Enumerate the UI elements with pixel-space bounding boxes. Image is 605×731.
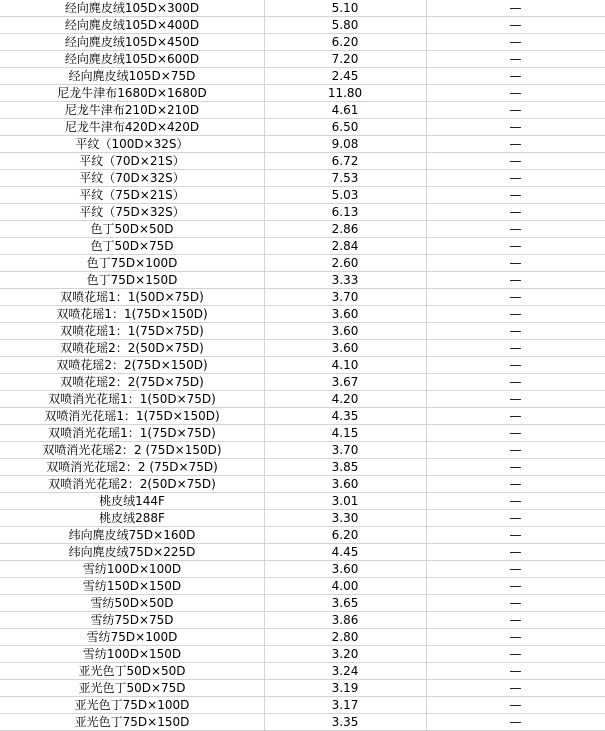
- cell-dash[interactable]: —: [509, 477, 522, 491]
- table-row[interactable]: [0, 663, 605, 680]
- cell-dash[interactable]: —: [509, 18, 522, 32]
- cell-price[interactable]: 2.84: [331, 239, 359, 253]
- table-row[interactable]: [0, 306, 605, 323]
- cell-price[interactable]: 6.13: [331, 205, 359, 219]
- cell-price[interactable]: 3.60: [331, 341, 359, 355]
- cell-dash[interactable]: —: [509, 528, 522, 542]
- cell-dash[interactable]: —: [509, 409, 522, 423]
- cell-name[interactable]: 平纹（70D×21S）: [79, 154, 185, 168]
- table-row[interactable]: [0, 0, 605, 17]
- cell-price[interactable]: 4.45: [331, 545, 359, 559]
- table-row[interactable]: [0, 510, 605, 527]
- table-row[interactable]: [0, 170, 605, 187]
- cell-name[interactable]: 纬向麂皮绒75D×225D: [68, 545, 196, 559]
- cell-name[interactable]: 双喷消光花瑶1：1(75D×150D): [44, 409, 220, 423]
- cell-name[interactable]: 双喷花瑶2：2(75D×75D): [60, 375, 204, 389]
- table-row[interactable]: [0, 459, 605, 476]
- cell-name[interactable]: 亚光色丁75D×100D: [74, 698, 190, 712]
- cell-price[interactable]: 6.20: [331, 528, 359, 542]
- table-row[interactable]: [0, 697, 605, 714]
- table-row[interactable]: [0, 51, 605, 68]
- table-row[interactable]: [0, 714, 605, 731]
- cell-price[interactable]: 5.10: [331, 1, 359, 15]
- cell-dash[interactable]: —: [509, 205, 522, 219]
- table-row[interactable]: [0, 629, 605, 646]
- table-row[interactable]: [0, 119, 605, 136]
- table-row[interactable]: [0, 391, 605, 408]
- cell-name[interactable]: 色丁75D×100D: [86, 256, 178, 270]
- table-row[interactable]: [0, 34, 605, 51]
- cell-dash[interactable]: —: [509, 290, 522, 304]
- cell-name[interactable]: 平纹（100D×32S）: [75, 137, 189, 151]
- cell-price[interactable]: 3.24: [331, 664, 359, 678]
- cell-name[interactable]: 雪纺50D×50D: [90, 596, 174, 610]
- cell-price[interactable]: 3.17: [331, 698, 359, 712]
- cell-dash[interactable]: —: [509, 171, 522, 185]
- cell-price[interactable]: 4.00: [331, 579, 359, 593]
- table-row[interactable]: [0, 187, 605, 204]
- table-row[interactable]: [0, 595, 605, 612]
- cell-dash[interactable]: —: [509, 511, 522, 525]
- cell-dash[interactable]: —: [509, 86, 522, 100]
- cell-price[interactable]: 9.08: [331, 137, 359, 151]
- table-row[interactable]: [0, 374, 605, 391]
- cell-dash[interactable]: —: [509, 443, 522, 457]
- cell-price[interactable]: 3.60: [331, 307, 359, 321]
- cell-price[interactable]: 3.70: [331, 443, 359, 457]
- cell-dash[interactable]: —: [509, 120, 522, 134]
- cell-dash[interactable]: —: [509, 137, 522, 151]
- cell-price[interactable]: 6.72: [331, 154, 359, 168]
- cell-name[interactable]: 亚光色丁50D×50D: [78, 664, 186, 678]
- cell-name[interactable]: 经向麂皮绒105D×450D: [64, 35, 200, 49]
- cell-price[interactable]: 4.20: [331, 392, 359, 406]
- cell-price[interactable]: 2.86: [331, 222, 359, 236]
- cell-name[interactable]: 经向麂皮绒105D×400D: [64, 18, 200, 32]
- column-divider: [264, 0, 265, 731]
- cell-name[interactable]: 亚光色丁50D×75D: [78, 681, 186, 695]
- cell-price[interactable]: 3.85: [331, 460, 359, 474]
- cell-name[interactable]: 平纹（75D×32S）: [79, 205, 185, 219]
- cell-name[interactable]: 经向麂皮绒105D×75D: [68, 69, 196, 83]
- cell-dash[interactable]: —: [509, 154, 522, 168]
- cell-dash[interactable]: —: [509, 358, 522, 372]
- table-row[interactable]: [0, 221, 605, 238]
- cell-price[interactable]: 3.33: [331, 273, 359, 287]
- cell-dash[interactable]: —: [509, 35, 522, 49]
- cell-dash[interactable]: —: [509, 681, 522, 695]
- cell-dash[interactable]: —: [509, 239, 522, 253]
- cell-price[interactable]: 5.03: [331, 188, 359, 202]
- table-row[interactable]: [0, 289, 605, 306]
- cell-price[interactable]: 3.60: [331, 477, 359, 491]
- table-row[interactable]: [0, 272, 605, 289]
- cell-dash[interactable]: —: [509, 103, 522, 117]
- cell-price[interactable]: 7.20: [331, 52, 359, 66]
- cell-name[interactable]: 雪纺100D×100D: [82, 562, 182, 576]
- cell-name[interactable]: 双喷花瑶2：2(50D×75D): [60, 341, 204, 355]
- cell-dash[interactable]: —: [509, 222, 522, 236]
- cell-dash[interactable]: —: [509, 613, 522, 627]
- table-row[interactable]: [0, 544, 605, 561]
- cell-dash[interactable]: —: [509, 562, 522, 576]
- cell-name[interactable]: 双喷消光花瑶1：1(75D×75D): [48, 426, 216, 440]
- cell-dash[interactable]: —: [509, 375, 522, 389]
- cell-price[interactable]: 3.86: [331, 613, 359, 627]
- table-row[interactable]: [0, 136, 605, 153]
- cell-name[interactable]: 尼龙牛津布420D×420D: [64, 120, 200, 134]
- cell-price[interactable]: 4.61: [331, 103, 359, 117]
- cell-name[interactable]: 双喷消光花瑶2：2 (75D×150D): [42, 443, 222, 457]
- table-row[interactable]: [0, 646, 605, 663]
- table-row[interactable]: [0, 238, 605, 255]
- cell-dash[interactable]: —: [509, 426, 522, 440]
- cell-name[interactable]: 色丁50D×50D: [90, 222, 174, 236]
- cell-dash[interactable]: —: [509, 698, 522, 712]
- cell-dash[interactable]: —: [509, 1, 522, 15]
- table-row[interactable]: [0, 323, 605, 340]
- cell-dash[interactable]: —: [509, 545, 522, 559]
- cell-price[interactable]: 3.60: [331, 562, 359, 576]
- cell-name[interactable]: 亚光色丁75D×150D: [74, 715, 190, 729]
- cell-price[interactable]: 5.80: [331, 18, 359, 32]
- cell-name[interactable]: 双喷花瑶1：1(75D×75D): [60, 324, 204, 338]
- cell-dash[interactable]: —: [509, 460, 522, 474]
- cell-dash[interactable]: —: [509, 307, 522, 321]
- cell-dash[interactable]: —: [509, 188, 522, 202]
- cell-price[interactable]: 2.80: [331, 630, 359, 644]
- cell-name[interactable]: 雪纺150D×150D: [82, 579, 182, 593]
- table-row[interactable]: [0, 408, 605, 425]
- cell-dash[interactable]: —: [509, 664, 522, 678]
- table-row[interactable]: [0, 476, 605, 493]
- table-row[interactable]: [0, 442, 605, 459]
- cell-name[interactable]: 纬向麂皮绒75D×160D: [68, 528, 196, 542]
- cell-price[interactable]: 4.15: [331, 426, 359, 440]
- cell-dash[interactable]: —: [509, 647, 522, 661]
- cell-dash[interactable]: —: [509, 273, 522, 287]
- table-row[interactable]: [0, 102, 605, 119]
- cell-price[interactable]: 11.80: [327, 86, 363, 100]
- cell-price[interactable]: 2.60: [331, 256, 359, 270]
- cell-price[interactable]: 4.35: [331, 409, 359, 423]
- table-row[interactable]: [0, 68, 605, 85]
- cell-dash[interactable]: —: [509, 630, 522, 644]
- cell-name[interactable]: 雪纺75D×75D: [90, 613, 174, 627]
- cell-price[interactable]: 6.50: [331, 120, 359, 134]
- cell-price[interactable]: 6.20: [331, 35, 359, 49]
- cell-dash[interactable]: —: [509, 69, 522, 83]
- cell-name[interactable]: 尼龙牛津布210D×210D: [64, 103, 200, 117]
- cell-name[interactable]: 色丁50D×75D: [90, 239, 174, 253]
- cell-dash[interactable]: —: [509, 256, 522, 270]
- cell-name[interactable]: 双喷消光花瑶1：1(50D×75D): [48, 392, 216, 406]
- table-row[interactable]: [0, 17, 605, 34]
- cell-price[interactable]: 3.60: [331, 324, 359, 338]
- table-row[interactable]: [0, 85, 605, 102]
- cell-name[interactable]: 双喷消光花瑶2：2 (75D×75D): [46, 460, 218, 474]
- cell-name[interactable]: 双喷消光花瑶2：2(50D×75D): [48, 477, 216, 491]
- cell-price[interactable]: 3.30: [331, 511, 359, 525]
- cell-price[interactable]: 3.01: [331, 494, 359, 508]
- table-row[interactable]: [0, 357, 605, 374]
- cell-name[interactable]: 桃皮绒288F: [99, 511, 165, 525]
- cell-dash[interactable]: —: [509, 715, 522, 729]
- cell-dash[interactable]: —: [509, 341, 522, 355]
- cell-name[interactable]: 平纹（75D×21S）: [79, 188, 185, 202]
- cell-dash[interactable]: —: [509, 596, 522, 610]
- table-row[interactable]: [0, 204, 605, 221]
- cell-price[interactable]: 3.35: [331, 715, 359, 729]
- table-row[interactable]: [0, 527, 605, 544]
- table-row[interactable]: [0, 153, 605, 170]
- cell-name[interactable]: 色丁75D×150D: [86, 273, 178, 287]
- cell-dash[interactable]: —: [509, 494, 522, 508]
- cell-dash[interactable]: —: [509, 579, 522, 593]
- table-row[interactable]: [0, 561, 605, 578]
- table-row[interactable]: [0, 425, 605, 442]
- cell-dash[interactable]: —: [509, 392, 522, 406]
- cell-price[interactable]: 3.19: [331, 681, 359, 695]
- column-divider: [426, 0, 427, 731]
- cell-name[interactable]: 双喷花瑶1：1(75D×150D): [56, 307, 208, 321]
- cell-price[interactable]: 3.65: [331, 596, 359, 610]
- table-row[interactable]: [0, 680, 605, 697]
- cell-name[interactable]: 雪纺100D×150D: [82, 647, 182, 661]
- cell-price[interactable]: 3.70: [331, 290, 359, 304]
- cell-name[interactable]: 雪纺75D×100D: [86, 630, 178, 644]
- cell-name[interactable]: 尼龙牛津布1680D×1680D: [57, 86, 207, 100]
- cell-name[interactable]: 桃皮绒144F: [99, 494, 165, 508]
- cell-name[interactable]: 双喷花瑶2：2(75D×150D): [56, 358, 208, 372]
- cell-price[interactable]: 2.45: [331, 69, 359, 83]
- cell-price[interactable]: 3.20: [331, 647, 359, 661]
- cell-price[interactable]: 3.67: [331, 375, 359, 389]
- cell-name[interactable]: 平纹（70D×32S）: [79, 171, 185, 185]
- table-row[interactable]: [0, 340, 605, 357]
- cell-price[interactable]: 7.53: [331, 171, 359, 185]
- table-row[interactable]: [0, 493, 605, 510]
- cell-dash[interactable]: —: [509, 52, 522, 66]
- table-row[interactable]: [0, 578, 605, 595]
- cell-price[interactable]: 4.10: [331, 358, 359, 372]
- table-row[interactable]: [0, 612, 605, 629]
- cell-name[interactable]: 双喷花瑶1：1(50D×75D): [60, 290, 204, 304]
- table-row[interactable]: [0, 255, 605, 272]
- cell-dash[interactable]: —: [509, 324, 522, 338]
- cell-name[interactable]: 经向麂皮绒105D×300D: [64, 1, 200, 15]
- cell-name[interactable]: 经向麂皮绒105D×600D: [64, 52, 200, 66]
